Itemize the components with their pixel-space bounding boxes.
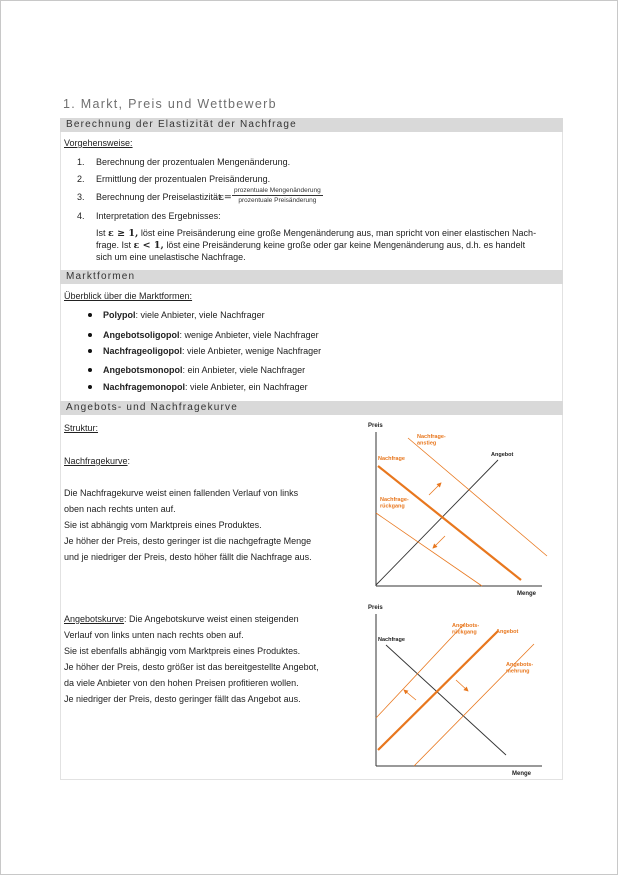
step-number: 4. — [77, 211, 85, 221]
angebotskurve-title: Angebotskurve: Die Angebotskurve weist einen steigenden — [64, 614, 299, 624]
bullet — [88, 313, 92, 317]
step-text: Interpretation des Ergebnisses: — [96, 211, 221, 221]
formula-symbol: ε= — [219, 192, 232, 203]
x-axis-label: Menge — [512, 771, 532, 777]
label-rueckgang: Nachfrage-rückgang — [380, 497, 409, 510]
subheading-struktur: Struktur: — [64, 423, 99, 433]
label-nachfrage: Nachfrage — [378, 456, 405, 462]
bullet — [88, 385, 92, 389]
elasticity-formula — [232, 187, 323, 204]
nachfrage-text-line: und je niedriger der Preis, desto höher fällt die Nachfrage aus. — [64, 552, 312, 562]
label-anstieg: Nachfrage-anstieg — [417, 434, 446, 447]
list-item: Polypol: viele Anbieter, viele Nachfrager — [103, 310, 265, 320]
label-angebot: Angebot — [496, 629, 519, 635]
nachfrage-line — [378, 466, 521, 580]
nachfrage-text-line: Je höher der Preis, desto geringer ist die nachgefragte Menge — [64, 536, 312, 546]
y-axis-label: Preis — [368, 605, 383, 611]
angebot-line — [378, 631, 498, 750]
label-nachfrage: Nachfrage — [378, 637, 405, 643]
nachfrage-diagram — [362, 418, 552, 600]
step-number: 1. — [77, 157, 85, 167]
shift-left-arrow — [404, 690, 416, 700]
nachfrage-line — [386, 645, 506, 755]
shift-down-arrow — [433, 536, 445, 548]
angebot-text-line: Je niedriger der Preis, desto geringer fällt das Angebot aus. — [64, 694, 301, 704]
angebot-text-line: Sie ist ebenfalls abhängig vom Marktpreis eines Produktes. — [64, 646, 301, 656]
section-header-kurven: Angebots- und Nachfragekurve — [60, 401, 563, 415]
bullet — [88, 333, 92, 337]
nachfrage-rueckgang-line — [376, 513, 482, 586]
shift-up-arrow — [429, 483, 441, 495]
angebot-text-line: da viele Anbieter von den hohen Preisen profitieren wollen. — [64, 678, 299, 688]
interpretation-line-2: frage. Ist ε < 1, löst eine Preisänderung keine große oder gar keine Mengenänderung aus, d.h. es handelt — [96, 240, 526, 251]
nachfrage-text-line: Sie ist abhängig vom Marktpreis eines Produktes. — [64, 520, 262, 530]
angebot-text-line: Verlauf von links unten nach rechts oben auf. — [64, 630, 244, 640]
interpretation-line-1: Ist ε ≥ 1, löst eine Preisänderung eine große Mengenänderung aus, man spricht von einer elastischen Nach- — [96, 228, 537, 239]
x-axis-label: Menge — [517, 591, 537, 597]
section-header-marktformen: Marktformen — [60, 270, 563, 284]
chapter-title: 1. Markt, Preis und Wettbewerb — [63, 97, 277, 111]
formula-denominator: prozentuale Preisänderung — [238, 197, 317, 204]
shift-right-arrow — [456, 680, 468, 691]
list-item: Angebotsoligopol: wenige Anbieter, viele Nachfrager — [103, 330, 319, 340]
step-number: 2. — [77, 174, 85, 184]
y-axis-label: Preis — [368, 423, 383, 429]
nachfragekurve-title: Nachfragekurve: — [64, 456, 131, 466]
label-rueckgang: Angebots-rückgang — [452, 623, 480, 636]
subheading-marktformen: Überblick über die Marktformen: — [64, 291, 193, 301]
bullet — [88, 349, 92, 353]
angebot-text-line: Je höher der Preis, desto größer ist das bereitgestellte Angebot, — [64, 662, 319, 672]
nachfrage-text-line: oben nach rechts unten auf. — [64, 504, 176, 514]
interpretation-line-3: sich um eine unelastische Nachfrage. — [96, 252, 246, 262]
label-angebot: Angebot — [491, 452, 514, 458]
nachfrage-text-line: Die Nachfragekurve weist einen fallenden Verlauf von links — [64, 488, 299, 498]
step-text: Berechnung der prozentualen Mengenänderung. — [96, 157, 291, 167]
step-number: 3. — [77, 192, 85, 202]
list-item: Nachfragemonopol: viele Anbieter, ein Nachfrager — [103, 382, 308, 392]
step-text: Berechnung der Preiselastizität. — [96, 192, 224, 202]
angebot-diagram — [362, 600, 552, 778]
list-item: Nachfrageoligopol: viele Anbieter, wenige Nachfrager — [103, 346, 322, 356]
section-header-elasticity: Berechnung der Elastizität der Nachfrage — [60, 118, 563, 132]
nachfrage-anstieg-line — [408, 438, 547, 556]
label-mehrung: Angebots-mehrung — [506, 662, 534, 675]
subheading-vorgehensweise: Vorgehensweise: — [64, 138, 133, 148]
formula-numerator: prozentuale Mengenänderung — [234, 187, 321, 194]
step-text: Ermittlung der prozentualen Preisänderung. — [96, 174, 271, 184]
bullet — [88, 368, 92, 372]
list-item: Angebotsmonopol: ein Anbieter, viele Nachfrager — [103, 365, 306, 375]
